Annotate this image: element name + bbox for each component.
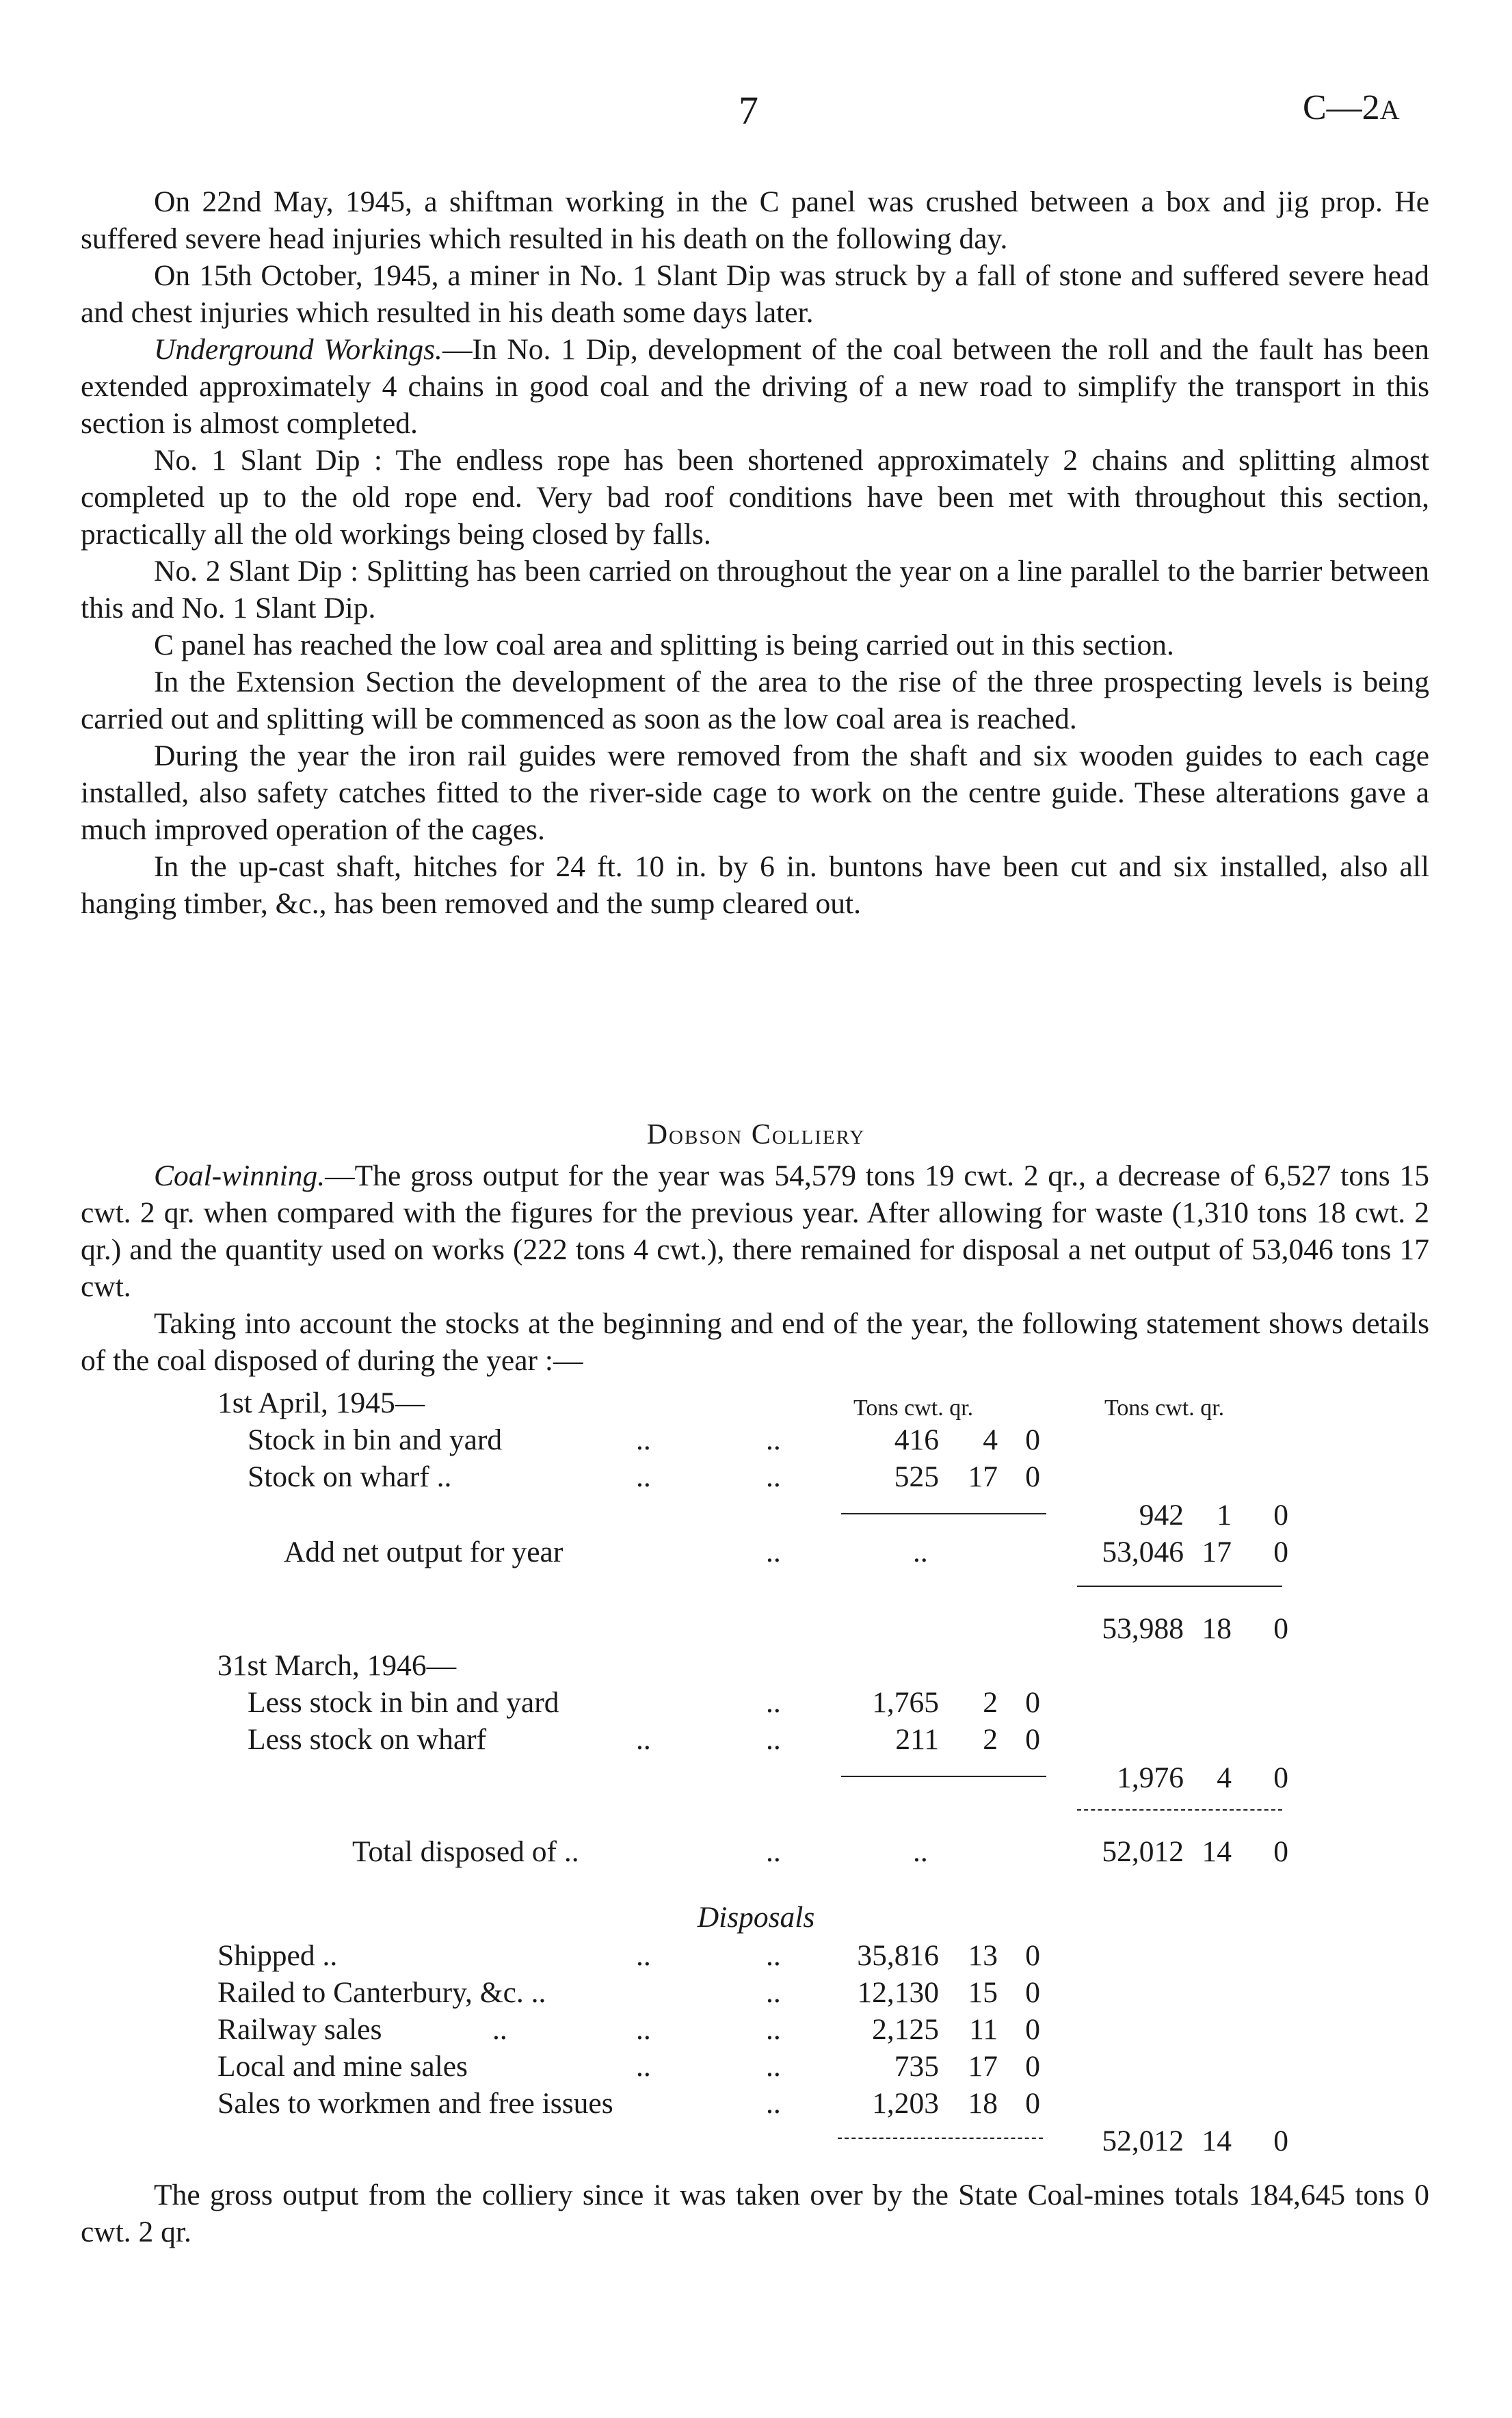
stock-wharf-cwt: 17	[968, 1460, 998, 1493]
paragraph-lead: Coal-winning.	[154, 1159, 326, 1192]
disposal-label: Railed to Canterbury, &c. ..	[217, 1976, 546, 2009]
stock-bin-label: Stock in bin and yard	[248, 1423, 503, 1456]
disposal-tons: 12,130	[857, 1976, 939, 2009]
stock-bin-qr: 0	[1025, 1423, 1040, 1456]
leader-dots: ..	[636, 1723, 651, 1756]
add-output-tons: 53,046	[1102, 1536, 1184, 1568]
paragraph: During the year the iron rail guides were removed from the shaft and six wooden guides to each cage installed, also safety catches fitted to the river-side cage to work on the centre guide. These alterations gave a much improved operation of the cages.	[81, 739, 1429, 846]
column-header-right: Tons cwt. qr.	[1104, 1395, 1225, 1421]
page-number: 7	[739, 88, 758, 133]
sum-qr: 0	[1273, 1612, 1288, 1645]
total-disposed-label: Total disposed of ..	[352, 1835, 579, 1868]
add-output-label: Add net output for year	[284, 1536, 563, 1568]
disposal-tons: 35,816	[857, 1939, 939, 1972]
disposal-cwt: 17	[968, 2050, 998, 2083]
paragraph: C panel has reached the low coal area and splitting is being carried out in this section.	[154, 629, 1174, 661]
closing-total-cwt: 4	[1217, 1761, 1232, 1794]
disposal-cwt: 15	[968, 1976, 998, 2009]
total-disposed-qr: 0	[1273, 1835, 1288, 1868]
disposal-tons: 1,203	[872, 2087, 939, 2120]
leader-dots: ..	[766, 1723, 781, 1756]
leader-dots: ..	[636, 1939, 651, 1972]
less-bin-tons: 1,765	[872, 1686, 939, 1719]
closing-paragraph-block	[81, 2177, 1429, 2250]
disposal-qr: 0	[1025, 2087, 1040, 2120]
less-bin-label: Less stock in bin and yard	[248, 1686, 559, 1719]
stock-bin-cwt: 4	[983, 1423, 998, 1456]
statement-intro: Taking into account the stocks at the beginning and end of the year, the following statement shows details of the coal disposed of during the year :—	[81, 1307, 1429, 1377]
total-disposed-tons: 52,012	[1102, 1835, 1184, 1868]
disposal-label: Sales to workmen and free issues	[217, 2087, 613, 2120]
leader-dots: ..	[636, 2013, 651, 2046]
section-title: Dobson Colliery	[646, 1119, 866, 1151]
disposals-total-cwt: 14	[1202, 2125, 1232, 2157]
column-header-left: Tons cwt. qr.	[853, 1395, 974, 1421]
disposal-qr: 0	[1025, 1976, 1040, 2009]
paragraph: In the up-cast shaft, hitches for 24 ft. 10 in. by 6 in. buntons have been cut and six installed, also all hanging timber, &c., has been removed and the sump cleared out.	[81, 850, 1429, 920]
closing-paragraph: The gross output from the colliery since it was taken over by the State Coal-mines totals 184,645 tons 0 cwt. 2 qr.	[81, 2179, 1429, 2248]
leader-dots: ..	[913, 1536, 928, 1568]
disposal-tons: 2,125	[872, 2013, 939, 2046]
disposal-label: Shipped ..	[217, 1939, 338, 1972]
stock-wharf-qr: 0	[1025, 1460, 1040, 1493]
leader-dots: ..	[766, 1976, 781, 2009]
disposal-cwt: 11	[969, 2013, 998, 2046]
disposals-total-qr: 0	[1273, 2125, 1288, 2157]
less-wharf-tons: 211	[895, 1723, 939, 1756]
paragraph-text: —In No. 1 Dip, development of the coal between the roll and the fault has been extended approximately 4 chains in good coal and the driving of a new road to simplify the transport in this section is almost completed.	[81, 333, 1429, 440]
opening-total-qr: 0	[1273, 1499, 1288, 1532]
leader-dots: ..	[766, 2013, 781, 2046]
leader-dots: ..	[766, 2087, 781, 2120]
leader-dots: ..	[766, 1686, 781, 1719]
closing-total-tons: 1,976	[1117, 1761, 1184, 1794]
leader-dots: ..	[492, 2013, 507, 2046]
less-wharf-cwt: 2	[983, 1723, 998, 1756]
disposals-heading: Disposals	[697, 1901, 815, 1934]
leader-dots: ..	[766, 1423, 781, 1456]
disposal-label: Railway sales	[217, 2013, 382, 2046]
paragraph: No. 1 Slant Dip : The endless rope has been shortened approximately 2 chains and splitting almost completed up to the old rope end. Very bad roof conditions have been met with throughout this section, practically all the old workings being closed by falls.	[81, 444, 1429, 551]
opening-total-tons: 942	[1139, 1499, 1184, 1532]
less-bin-qr: 0	[1025, 1686, 1040, 1719]
add-output-cwt: 17	[1202, 1536, 1232, 1568]
paragraph: No. 2 Slant Dip : Splitting has been carried on throughout the year on a line parallel to the barrier between this and No. 1 Slant Dip.	[81, 555, 1429, 625]
disposal-qr: 0	[1025, 2050, 1040, 2083]
disposal-cwt: 18	[968, 2087, 998, 2120]
stock-wharf-tons: 525	[894, 1460, 939, 1493]
leader-dots: ..	[766, 1939, 781, 1972]
closing-total-qr: 0	[1273, 1761, 1288, 1794]
subtotal-rule	[838, 2138, 1043, 2139]
total-disposed-cwt: 14	[1202, 1835, 1232, 1868]
paragraph: On 15th October, 1945, a miner in No. 1 Slant Dip was struck by a fall of stone and suffered severe head and chest injuries which resulted in his death some days later.	[81, 259, 1429, 329]
stock-wharf-label: Stock on wharf ..	[248, 1460, 452, 1493]
opening-total-cwt: 1	[1217, 1499, 1232, 1532]
leader-dots: ..	[766, 1536, 781, 1568]
paragraph: In the Extension Section the development of the area to the rise of the three prospecting levels is being carried out and splitting will be commenced as soon as the low coal area is reached.	[81, 666, 1429, 735]
stock-bin-tons: 416	[894, 1423, 939, 1456]
leader-dots: ..	[766, 2050, 781, 2083]
disposal-label: Local and mine sales	[217, 2050, 468, 2083]
paragraph-text: —The gross output for the year was 54,579 tons 19 cwt. 2 qr., a decrease of 6,527 tons 15 cwt. 2 qr. when compared with the figures for the previous year. After allowing for waste (1,310 tons 18 cwt. 2 qr.) and the quantity used on works (222 tons 4 cwt.), there remained for disposal a net output of 53,046 tons 17 cwt.	[81, 1159, 1429, 1303]
doc-ref-suffix: A	[1379, 94, 1400, 125]
disposal-qr: 0	[1025, 1939, 1040, 1972]
paragraph-lead: Underground Workings.	[154, 333, 442, 366]
sum-cwt: 18	[1202, 1612, 1232, 1645]
disposal-qr: 0	[1025, 2013, 1040, 2046]
sum-tons: 53,988	[1102, 1612, 1184, 1645]
leader-dots: ..	[636, 1460, 651, 1493]
disposal-tons: 735	[894, 2050, 939, 2083]
less-bin-cwt: 2	[983, 1686, 998, 1719]
less-wharf-label: Less stock on wharf	[248, 1723, 487, 1756]
paragraph: On 22nd May, 1945, a shiftman working in the C panel was crushed between a box and jig prop. He suffered severe head injuries which resulted in his death on the following day.	[81, 185, 1429, 255]
leader-dots: ..	[766, 1835, 781, 1868]
leader-dots: ..	[913, 1835, 928, 1868]
leader-dots: ..	[636, 2050, 651, 2083]
leader-dots: ..	[766, 1460, 781, 1493]
disposals-total-tons: 52,012	[1102, 2125, 1184, 2157]
opening-date: 1st April, 1945—	[217, 1387, 425, 1419]
leader-dots: ..	[636, 1423, 651, 1456]
closing-date: 31st March, 1946—	[217, 1649, 457, 1682]
doc-ref-prefix: C—2	[1303, 88, 1380, 127]
less-wharf-qr: 0	[1025, 1723, 1040, 1756]
disposal-cwt: 13	[968, 1939, 998, 1972]
add-output-qr: 0	[1273, 1536, 1288, 1568]
